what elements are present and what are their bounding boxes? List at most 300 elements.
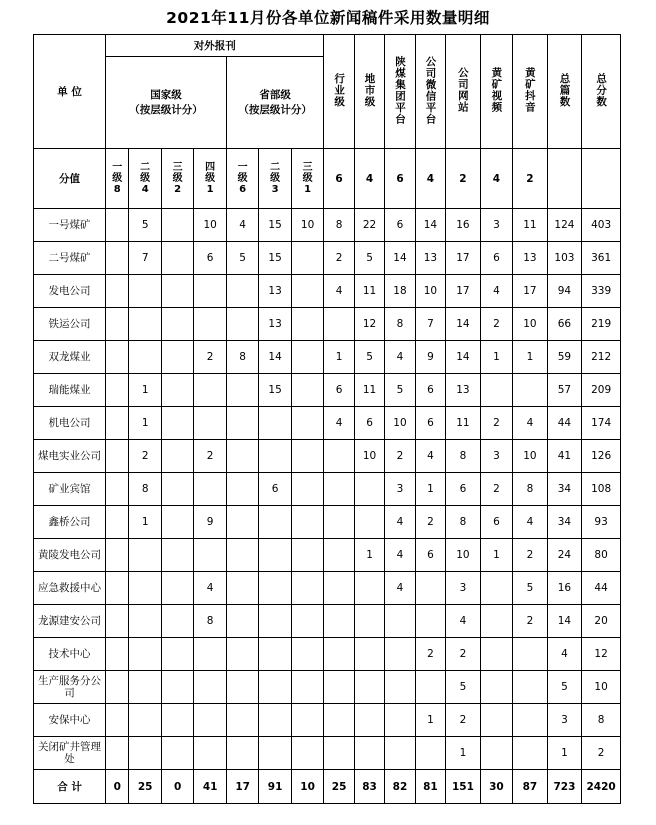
national-header: 国家级 （按层级计分） xyxy=(106,57,227,149)
value-cell: 10 xyxy=(513,308,548,341)
value-cell xyxy=(385,638,415,671)
score-label: 分值 xyxy=(34,149,106,209)
value-cell xyxy=(161,407,193,440)
value-cell xyxy=(480,671,512,704)
value-cell: 5 xyxy=(354,242,384,275)
total-cell: 0 xyxy=(161,770,193,804)
level-cell: 三级 1 xyxy=(291,149,324,209)
value-cell: 2 xyxy=(415,506,445,539)
value-cell: 3 xyxy=(385,473,415,506)
value-cell xyxy=(480,737,512,770)
score-cell: 2 xyxy=(513,149,548,209)
value-cell xyxy=(226,473,258,506)
value-cell xyxy=(385,605,415,638)
value-cell xyxy=(161,605,193,638)
value-cell xyxy=(291,473,324,506)
value-cell: 16 xyxy=(446,209,481,242)
total-cell: 25 xyxy=(129,770,161,804)
total-count-header: 总篇数 xyxy=(547,35,582,149)
value-cell: 2 xyxy=(480,473,512,506)
value-cell xyxy=(354,704,384,737)
value-cell: 14 xyxy=(259,341,291,374)
value-cell: 13 xyxy=(513,242,548,275)
value-cell: 15 xyxy=(259,209,291,242)
table-row xyxy=(34,209,621,242)
value-cell xyxy=(226,638,258,671)
value-cell: 1 xyxy=(415,473,445,506)
value-cell xyxy=(161,341,193,374)
value-cell: 403 xyxy=(582,209,621,242)
value-cell xyxy=(259,539,291,572)
value-cell xyxy=(161,704,193,737)
unit-name: 机电公司 xyxy=(34,407,106,440)
value-cell xyxy=(129,737,161,770)
value-cell: 80 xyxy=(582,539,621,572)
unit-name: 二号煤矿 xyxy=(34,242,106,275)
value-cell xyxy=(106,704,129,737)
value-cell: 108 xyxy=(582,473,621,506)
value-cell: 1 xyxy=(324,341,354,374)
value-cell: 126 xyxy=(582,440,621,473)
value-cell: 3 xyxy=(480,209,512,242)
external-header: 对外报刊 xyxy=(106,35,324,57)
value-cell xyxy=(106,374,129,407)
value-cell xyxy=(291,539,324,572)
score-cell: 4 xyxy=(415,149,445,209)
unit-name: 安保中心 xyxy=(34,704,106,737)
value-cell xyxy=(106,605,129,638)
value-cell xyxy=(106,539,129,572)
total-cell: 0 xyxy=(106,770,129,804)
value-cell: 1 xyxy=(129,407,161,440)
value-cell xyxy=(324,473,354,506)
value-cell: 7 xyxy=(415,308,445,341)
value-cell xyxy=(161,374,193,407)
value-cell: 5 xyxy=(547,671,582,704)
value-cell: 10 xyxy=(354,440,384,473)
score-cell: 4 xyxy=(480,149,512,209)
value-cell: 5 xyxy=(385,374,415,407)
value-cell xyxy=(194,308,226,341)
value-cell: 15 xyxy=(259,374,291,407)
value-cell xyxy=(354,605,384,638)
value-cell xyxy=(415,737,445,770)
value-cell xyxy=(259,638,291,671)
value-cell: 13 xyxy=(415,242,445,275)
level-cell: 四级 1 xyxy=(194,149,226,209)
value-cell xyxy=(106,671,129,704)
unit-header: 单 位 xyxy=(34,35,106,149)
value-cell: 14 xyxy=(446,341,481,374)
value-cell xyxy=(513,638,548,671)
level-cell: 一级 8 xyxy=(106,149,129,209)
value-cell: 10 xyxy=(513,440,548,473)
value-cell xyxy=(226,440,258,473)
value-cell: 2 xyxy=(446,638,481,671)
value-cell xyxy=(259,704,291,737)
value-cell xyxy=(161,638,193,671)
value-cell xyxy=(324,737,354,770)
value-cell: 2 xyxy=(415,638,445,671)
value-cell xyxy=(291,374,324,407)
value-cell: 9 xyxy=(415,341,445,374)
value-cell xyxy=(194,671,226,704)
value-cell xyxy=(513,671,548,704)
value-cell: 339 xyxy=(582,275,621,308)
score-cell-empty xyxy=(582,149,621,209)
value-cell: 361 xyxy=(582,242,621,275)
value-cell xyxy=(226,572,258,605)
value-cell xyxy=(259,605,291,638)
value-cell: 8 xyxy=(513,473,548,506)
value-cell xyxy=(129,704,161,737)
value-cell xyxy=(194,407,226,440)
value-cell: 6 xyxy=(354,407,384,440)
value-cell: 12 xyxy=(582,638,621,671)
value-cell: 7 xyxy=(129,242,161,275)
value-cell: 66 xyxy=(547,308,582,341)
value-cell xyxy=(194,737,226,770)
total-cell: 25 xyxy=(324,770,354,804)
value-cell: 14 xyxy=(446,308,481,341)
value-cell: 2 xyxy=(513,539,548,572)
value-cell: 209 xyxy=(582,374,621,407)
level-cell: 二级 3 xyxy=(259,149,291,209)
value-cell: 2 xyxy=(480,308,512,341)
total-row xyxy=(34,770,621,804)
value-cell xyxy=(129,638,161,671)
total-cell: 83 xyxy=(354,770,384,804)
value-cell: 8 xyxy=(582,704,621,737)
value-cell xyxy=(226,605,258,638)
table-row xyxy=(34,341,621,374)
level-cell: 二级 4 xyxy=(129,149,161,209)
value-cell: 5 xyxy=(513,572,548,605)
unit-name: 黄陵发电公司 xyxy=(34,539,106,572)
value-cell: 94 xyxy=(547,275,582,308)
value-cell: 1 xyxy=(415,704,445,737)
value-cell xyxy=(161,275,193,308)
value-cell xyxy=(415,572,445,605)
value-cell: 2 xyxy=(194,440,226,473)
value-cell xyxy=(106,638,129,671)
value-cell: 1 xyxy=(513,341,548,374)
value-cell: 5 xyxy=(354,341,384,374)
table-row xyxy=(34,572,621,605)
value-cell: 44 xyxy=(582,572,621,605)
value-cell xyxy=(106,209,129,242)
industry-header: 行业级 xyxy=(324,35,354,149)
value-cell xyxy=(194,275,226,308)
value-cell xyxy=(129,308,161,341)
unit-name: 应急救援中心 xyxy=(34,572,106,605)
value-cell: 6 xyxy=(385,209,415,242)
value-cell xyxy=(129,275,161,308)
unit-name: 鑫桥公司 xyxy=(34,506,106,539)
value-cell: 24 xyxy=(547,539,582,572)
value-cell: 2 xyxy=(194,341,226,374)
value-cell: 12 xyxy=(354,308,384,341)
value-cell: 10 xyxy=(385,407,415,440)
value-cell: 1 xyxy=(354,539,384,572)
value-cell: 13 xyxy=(259,275,291,308)
value-cell xyxy=(106,308,129,341)
value-cell: 5 xyxy=(226,242,258,275)
value-cell: 6 xyxy=(480,506,512,539)
value-cell xyxy=(226,374,258,407)
value-cell xyxy=(106,737,129,770)
unit-name: 发电公司 xyxy=(34,275,106,308)
value-cell: 4 xyxy=(513,506,548,539)
value-cell xyxy=(354,506,384,539)
value-cell xyxy=(415,605,445,638)
value-cell: 174 xyxy=(582,407,621,440)
value-cell xyxy=(259,440,291,473)
value-cell: 17 xyxy=(513,275,548,308)
unit-name: 双龙煤业 xyxy=(34,341,106,374)
value-cell: 2 xyxy=(480,407,512,440)
value-cell: 17 xyxy=(446,275,481,308)
unit-name: 技术中心 xyxy=(34,638,106,671)
value-cell: 8 xyxy=(129,473,161,506)
total-cell: 17 xyxy=(226,770,258,804)
value-cell: 4 xyxy=(513,407,548,440)
video-header: 黄矿视频 xyxy=(480,35,512,149)
value-cell: 8 xyxy=(324,209,354,242)
value-cell: 6 xyxy=(446,473,481,506)
table-row xyxy=(34,275,621,308)
value-cell: 219 xyxy=(582,308,621,341)
value-cell: 212 xyxy=(582,341,621,374)
value-cell: 4 xyxy=(385,572,415,605)
value-cell: 2 xyxy=(129,440,161,473)
value-cell: 6 xyxy=(259,473,291,506)
table-row xyxy=(34,308,621,341)
level-cell: 一级 6 xyxy=(226,149,258,209)
value-cell: 4 xyxy=(480,275,512,308)
value-cell: 14 xyxy=(385,242,415,275)
value-cell xyxy=(129,341,161,374)
value-cell xyxy=(291,671,324,704)
score-cell-empty xyxy=(547,149,582,209)
value-cell xyxy=(226,407,258,440)
value-cell xyxy=(129,539,161,572)
value-cell: 5 xyxy=(129,209,161,242)
value-cell xyxy=(513,737,548,770)
value-cell: 15 xyxy=(259,242,291,275)
score-cell: 2 xyxy=(446,149,481,209)
value-cell: 2 xyxy=(385,440,415,473)
value-cell: 4 xyxy=(547,638,582,671)
value-cell xyxy=(106,242,129,275)
total-cell: 151 xyxy=(446,770,481,804)
value-cell: 10 xyxy=(291,209,324,242)
value-cell: 22 xyxy=(354,209,384,242)
page-title: 2021年11月份各单位新闻稿件采用数量明细 xyxy=(166,9,490,27)
value-cell: 6 xyxy=(415,539,445,572)
value-cell xyxy=(106,407,129,440)
value-cell: 11 xyxy=(354,275,384,308)
value-cell xyxy=(324,671,354,704)
value-cell xyxy=(480,638,512,671)
unit-name: 关闭矿井管理处 xyxy=(34,737,106,770)
value-cell: 4 xyxy=(385,539,415,572)
table-row xyxy=(34,605,621,638)
total-cell: 723 xyxy=(547,770,582,804)
value-cell: 2 xyxy=(513,605,548,638)
value-cell xyxy=(259,671,291,704)
value-cell xyxy=(129,572,161,605)
value-cell: 4 xyxy=(226,209,258,242)
level-cell: 三级 2 xyxy=(161,149,193,209)
value-cell xyxy=(324,704,354,737)
value-cell: 1 xyxy=(480,539,512,572)
website-header: 公司网站 xyxy=(446,35,481,149)
score-row xyxy=(34,149,621,209)
value-cell: 4 xyxy=(385,506,415,539)
value-cell xyxy=(259,737,291,770)
value-cell xyxy=(354,671,384,704)
value-cell: 11 xyxy=(513,209,548,242)
value-cell: 93 xyxy=(582,506,621,539)
value-cell xyxy=(226,671,258,704)
value-cell: 11 xyxy=(446,407,481,440)
value-cell: 14 xyxy=(415,209,445,242)
value-cell xyxy=(291,638,324,671)
value-cell xyxy=(226,275,258,308)
value-cell: 3 xyxy=(446,572,481,605)
table-row xyxy=(34,374,621,407)
value-cell: 4 xyxy=(324,407,354,440)
value-cell: 13 xyxy=(446,374,481,407)
value-cell xyxy=(291,341,324,374)
value-cell: 6 xyxy=(194,242,226,275)
value-cell: 6 xyxy=(480,242,512,275)
value-cell xyxy=(354,572,384,605)
unit-name: 一号煤矿 xyxy=(34,209,106,242)
value-cell: 10 xyxy=(415,275,445,308)
value-cell: 8 xyxy=(385,308,415,341)
value-cell xyxy=(106,506,129,539)
value-cell: 11 xyxy=(354,374,384,407)
value-cell xyxy=(106,440,129,473)
total-label: 合 计 xyxy=(34,770,106,804)
value-cell xyxy=(291,407,324,440)
value-cell xyxy=(324,506,354,539)
value-cell: 10 xyxy=(446,539,481,572)
value-cell: 8 xyxy=(226,341,258,374)
provincial-header: 省部级 （按层级计分） xyxy=(226,57,323,149)
total-cell: 81 xyxy=(415,770,445,804)
value-cell xyxy=(106,473,129,506)
table-row xyxy=(34,440,621,473)
score-cell: 4 xyxy=(354,149,384,209)
value-cell xyxy=(513,374,548,407)
value-cell: 4 xyxy=(194,572,226,605)
value-cell: 16 xyxy=(547,572,582,605)
value-cell: 13 xyxy=(259,308,291,341)
value-cell xyxy=(480,374,512,407)
value-cell: 8 xyxy=(194,605,226,638)
unit-name: 矿业宾馆 xyxy=(34,473,106,506)
value-cell xyxy=(194,704,226,737)
value-cell xyxy=(259,506,291,539)
value-cell xyxy=(354,737,384,770)
table-row xyxy=(34,704,621,737)
value-cell xyxy=(259,572,291,605)
value-cell: 41 xyxy=(547,440,582,473)
value-cell xyxy=(161,572,193,605)
value-cell xyxy=(161,539,193,572)
value-cell: 34 xyxy=(547,473,582,506)
value-cell: 6 xyxy=(415,407,445,440)
value-cell xyxy=(354,638,384,671)
value-cell xyxy=(106,341,129,374)
value-cell: 20 xyxy=(582,605,621,638)
value-cell: 4 xyxy=(446,605,481,638)
value-cell: 34 xyxy=(547,506,582,539)
value-cell xyxy=(480,704,512,737)
value-cell xyxy=(106,275,129,308)
value-cell: 2 xyxy=(446,704,481,737)
value-cell xyxy=(291,308,324,341)
table-row xyxy=(34,671,621,704)
value-cell: 10 xyxy=(194,209,226,242)
value-cell: 3 xyxy=(547,704,582,737)
value-cell: 124 xyxy=(547,209,582,242)
value-cell xyxy=(354,473,384,506)
value-cell xyxy=(129,605,161,638)
value-cell: 103 xyxy=(547,242,582,275)
table-row xyxy=(34,242,621,275)
unit-name: 瑞能煤业 xyxy=(34,374,106,407)
value-cell: 6 xyxy=(324,374,354,407)
value-cell xyxy=(226,506,258,539)
value-cell xyxy=(291,605,324,638)
douyin-header: 黄矿抖音 xyxy=(513,35,548,149)
value-cell: 4 xyxy=(324,275,354,308)
total-score-header: 总分数 xyxy=(582,35,621,149)
value-cell xyxy=(226,737,258,770)
value-cell xyxy=(161,473,193,506)
value-cell xyxy=(324,440,354,473)
value-cell xyxy=(480,572,512,605)
total-cell: 82 xyxy=(385,770,415,804)
value-cell xyxy=(161,506,193,539)
city-header: 地市级 xyxy=(354,35,384,149)
value-cell xyxy=(194,374,226,407)
value-cell: 44 xyxy=(547,407,582,440)
total-cell: 41 xyxy=(194,770,226,804)
value-cell: 5 xyxy=(446,671,481,704)
value-cell: 57 xyxy=(547,374,582,407)
value-cell xyxy=(106,572,129,605)
value-cell: 1 xyxy=(547,737,582,770)
value-cell xyxy=(385,671,415,704)
value-cell: 1 xyxy=(129,374,161,407)
total-cell: 2420 xyxy=(582,770,621,804)
table-row xyxy=(34,506,621,539)
value-cell: 3 xyxy=(480,440,512,473)
value-cell: 9 xyxy=(194,506,226,539)
table-row xyxy=(34,407,621,440)
value-cell xyxy=(194,539,226,572)
unit-name: 铁运公司 xyxy=(34,308,106,341)
value-cell xyxy=(194,638,226,671)
value-cell: 4 xyxy=(385,341,415,374)
value-cell xyxy=(291,242,324,275)
value-cell xyxy=(194,473,226,506)
